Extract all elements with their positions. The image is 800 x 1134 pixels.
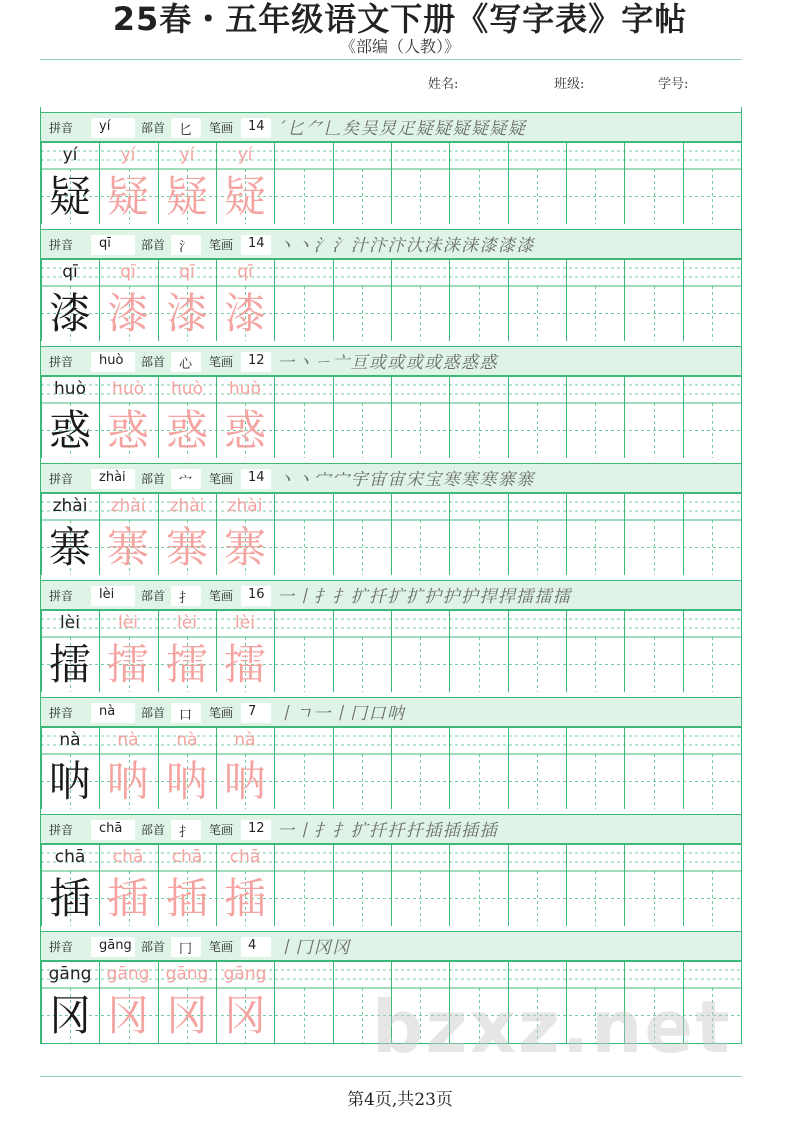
character-model: 寨 bbox=[48, 523, 91, 572]
character-model: 呐 bbox=[48, 757, 91, 806]
pinyin-value: nà bbox=[99, 704, 116, 719]
strokes-value: 14 bbox=[248, 236, 265, 251]
pinyin-value: zhài bbox=[99, 470, 126, 485]
character-trace: 插 bbox=[223, 874, 266, 923]
pinyin-model: lèi bbox=[60, 613, 80, 633]
student-id-label: 学号: bbox=[658, 77, 689, 92]
pinyin-value: gāng bbox=[99, 938, 132, 953]
pinyin-label: 拼音 bbox=[49, 589, 74, 603]
character-trace: 插 bbox=[165, 874, 208, 923]
character-entry bbox=[41, 341, 741, 458]
character-entry bbox=[41, 224, 741, 341]
pinyin-trace: lèi bbox=[235, 613, 255, 633]
pinyin-trace: lèi bbox=[118, 613, 138, 633]
class-label: 班级: bbox=[554, 77, 585, 92]
stroke-order-sequence: 丨 ㄱ 一 丨 冂 口 呐 bbox=[277, 704, 402, 724]
strokes-label: 笔画 bbox=[209, 589, 234, 603]
entry-info-band bbox=[41, 814, 741, 844]
stroke-order-sequence: 丶 丶 氵 氵 汁 汴 汴 汏 沬 涞 涞 漆 漆 漆 bbox=[277, 236, 532, 256]
pinyin-value: huò bbox=[99, 353, 124, 368]
character-model: 擂 bbox=[48, 640, 91, 689]
character-model: 疑 bbox=[48, 172, 91, 221]
page-subtitle: 《部编（人教）》 bbox=[339, 37, 460, 56]
pinyin-model: chā bbox=[54, 847, 86, 867]
strokes-label: 笔画 bbox=[209, 940, 234, 954]
character-trace: 冈 bbox=[223, 991, 266, 1040]
pinyin-trace: huò bbox=[171, 379, 203, 399]
pinyin-value-box bbox=[91, 235, 135, 255]
radical-value: 宀 bbox=[179, 474, 193, 489]
character-trace: 漆 bbox=[165, 289, 208, 338]
pinyin-trace: gāng bbox=[106, 964, 150, 984]
radical-label: 部首 bbox=[141, 472, 166, 486]
entry-info bbox=[45, 819, 271, 839]
pinyin-model: zhài bbox=[52, 496, 88, 516]
radical-value: 匕 bbox=[179, 123, 193, 138]
strokes-label: 笔画 bbox=[209, 823, 234, 837]
pinyin-model: gāng bbox=[48, 964, 92, 984]
pinyin-label: 拼音 bbox=[49, 940, 74, 954]
strokes-value: 4 bbox=[248, 938, 257, 953]
pinyin-trace: zhài bbox=[227, 496, 263, 516]
character-trace: 擂 bbox=[223, 640, 266, 689]
stroke-order-sequence: 一 丨 扌 扌 扩 扦 扩 扩 护 护 护 捍 捍 擂 擂 擂 bbox=[277, 587, 569, 607]
entry-info-band bbox=[41, 229, 741, 259]
strokes-value: 12 bbox=[248, 353, 265, 368]
entry-info bbox=[45, 351, 271, 371]
radical-value: 心 bbox=[179, 357, 193, 372]
radical-label: 部首 bbox=[141, 355, 166, 369]
character-entry bbox=[41, 458, 741, 575]
radical-label: 部首 bbox=[141, 706, 166, 720]
radical-value: 口 bbox=[179, 708, 193, 723]
character-trace: 冈 bbox=[106, 991, 149, 1040]
entry-info-band bbox=[41, 346, 741, 376]
character-model: 惑 bbox=[48, 406, 91, 455]
character-trace: 呐 bbox=[165, 757, 208, 806]
character-model: 冈 bbox=[48, 991, 91, 1040]
character-entry bbox=[41, 575, 741, 692]
pinyin-label: 拼音 bbox=[49, 706, 74, 720]
character-model: 插 bbox=[48, 874, 91, 923]
pinyin-model: nà bbox=[59, 730, 81, 750]
character-trace: 漆 bbox=[223, 289, 266, 338]
pinyin-trace: yí bbox=[120, 145, 136, 165]
strokes-value: 7 bbox=[248, 704, 257, 719]
character-trace: 疑 bbox=[106, 172, 149, 221]
pinyin-trace: zhài bbox=[169, 496, 205, 516]
pinyin-label: 拼音 bbox=[49, 121, 74, 135]
pinyin-trace: qī bbox=[179, 262, 195, 282]
pinyin-value: lèi bbox=[99, 587, 115, 602]
radical-value: 扌 bbox=[179, 825, 193, 840]
entry-info bbox=[45, 702, 271, 722]
pinyin-trace: qī bbox=[237, 262, 253, 282]
stroke-order-sequence: 丶 丶 宀 宀 宇 宙 宙 宋 宝 寒 寒 寒 寨 寨 bbox=[277, 470, 532, 490]
radical-label: 部首 bbox=[141, 589, 166, 603]
strokes-value: 14 bbox=[248, 119, 265, 134]
character-trace: 疑 bbox=[223, 172, 266, 221]
strokes-value: 14 bbox=[248, 470, 265, 485]
pinyin-value: chā bbox=[99, 821, 123, 836]
pinyin-label: 拼音 bbox=[49, 238, 74, 252]
strokes-label: 笔画 bbox=[209, 706, 234, 720]
pinyin-trace: chā bbox=[229, 847, 261, 867]
header-divider bbox=[40, 59, 742, 60]
entry-info bbox=[45, 585, 271, 605]
character-trace: 漆 bbox=[106, 289, 149, 338]
character-trace: 疑 bbox=[165, 172, 208, 221]
page-number: 第4页,共23页 bbox=[347, 1090, 453, 1110]
radical-label: 部首 bbox=[141, 121, 166, 135]
pinyin-trace: chā bbox=[171, 847, 203, 867]
pinyin-trace: yí bbox=[237, 145, 253, 165]
pinyin-trace: zhài bbox=[110, 496, 146, 516]
strokes-label: 笔画 bbox=[209, 238, 234, 252]
pinyin-trace: huò bbox=[112, 379, 144, 399]
character-trace: 插 bbox=[106, 874, 149, 923]
page-title: 25春・五年级语文下册《写字表》字帖 bbox=[112, 0, 688, 38]
pinyin-value: qī bbox=[99, 236, 111, 251]
entry-info bbox=[45, 117, 271, 137]
pinyin-trace: gāng bbox=[223, 964, 267, 984]
character-trace: 惑 bbox=[165, 406, 208, 455]
character-trace: 冈 bbox=[165, 991, 208, 1040]
character-trace: 惑 bbox=[223, 406, 266, 455]
character-entry bbox=[41, 809, 741, 926]
character-model: 漆 bbox=[48, 289, 91, 338]
entry-info-band bbox=[41, 931, 741, 961]
pinyin-model: yí bbox=[62, 145, 78, 165]
pinyin-value-box bbox=[91, 118, 135, 138]
character-entry bbox=[41, 107, 741, 224]
radical-label: 部首 bbox=[141, 823, 166, 837]
name-label: 姓名: bbox=[428, 77, 459, 92]
strokes-label: 笔画 bbox=[209, 355, 234, 369]
pinyin-trace: gāng bbox=[165, 964, 209, 984]
character-trace: 惑 bbox=[106, 406, 149, 455]
character-entry bbox=[41, 692, 741, 809]
stroke-order-sequence: 一 丶 ㄧ 亠 亘 或 或 或 或 惑 惑 惑 bbox=[277, 353, 495, 373]
entry-info-band bbox=[41, 112, 741, 142]
stroke-order-sequence: 丨 冂 冈 冈 bbox=[277, 938, 348, 958]
entry-info-band bbox=[41, 580, 741, 610]
pinyin-trace: qī bbox=[120, 262, 136, 282]
pinyin-label: 拼音 bbox=[49, 823, 74, 837]
character-trace: 擂 bbox=[106, 640, 149, 689]
character-trace: 呐 bbox=[106, 757, 149, 806]
character-trace: 寨 bbox=[165, 523, 208, 572]
footer-divider bbox=[40, 1076, 742, 1077]
radical-label: 部首 bbox=[141, 940, 166, 954]
strokes-label: 笔画 bbox=[209, 472, 234, 486]
stroke-order-sequence: ˊ 匕 ⺈ 𠃊 矣 吴 炅 疋 疑 疑 疑 疑 疑 疑 bbox=[277, 119, 523, 139]
strokes-value: 16 bbox=[248, 587, 265, 602]
radical-value: 氵 bbox=[179, 240, 193, 255]
pinyin-value: yí bbox=[99, 119, 111, 134]
strokes-value: 12 bbox=[248, 821, 265, 836]
entry-info bbox=[45, 234, 271, 254]
character-trace: 擂 bbox=[165, 640, 208, 689]
radical-value: 扌 bbox=[179, 591, 193, 606]
pinyin-trace: nà bbox=[176, 730, 198, 750]
pinyin-model: huò bbox=[54, 379, 86, 399]
pinyin-label: 拼音 bbox=[49, 355, 74, 369]
pinyin-trace: nà bbox=[117, 730, 139, 750]
entry-info-band bbox=[41, 697, 741, 727]
pinyin-model: qī bbox=[62, 262, 78, 282]
pinyin-trace: chā bbox=[112, 847, 144, 867]
entry-info-band bbox=[41, 463, 741, 493]
pinyin-trace: lèi bbox=[177, 613, 197, 633]
pinyin-trace: huò bbox=[229, 379, 261, 399]
watermark: bzxz.net bbox=[372, 985, 732, 1069]
pinyin-trace: yí bbox=[179, 145, 195, 165]
radical-value: 冂 bbox=[179, 942, 193, 957]
character-trace: 寨 bbox=[106, 523, 149, 572]
pinyin-label: 拼音 bbox=[49, 472, 74, 486]
entry-info bbox=[45, 936, 271, 956]
strokes-label: 笔画 bbox=[209, 121, 234, 135]
pinyin-trace: nà bbox=[234, 730, 256, 750]
radical-label: 部首 bbox=[141, 238, 166, 252]
entry-info bbox=[45, 468, 271, 488]
character-trace: 呐 bbox=[223, 757, 266, 806]
character-trace: 寨 bbox=[223, 523, 266, 572]
practice-sheet bbox=[40, 107, 742, 1044]
stroke-order-sequence: 一 丨 扌 扌 扩 扦 扦 扦 插 插 插 插 bbox=[277, 821, 495, 841]
